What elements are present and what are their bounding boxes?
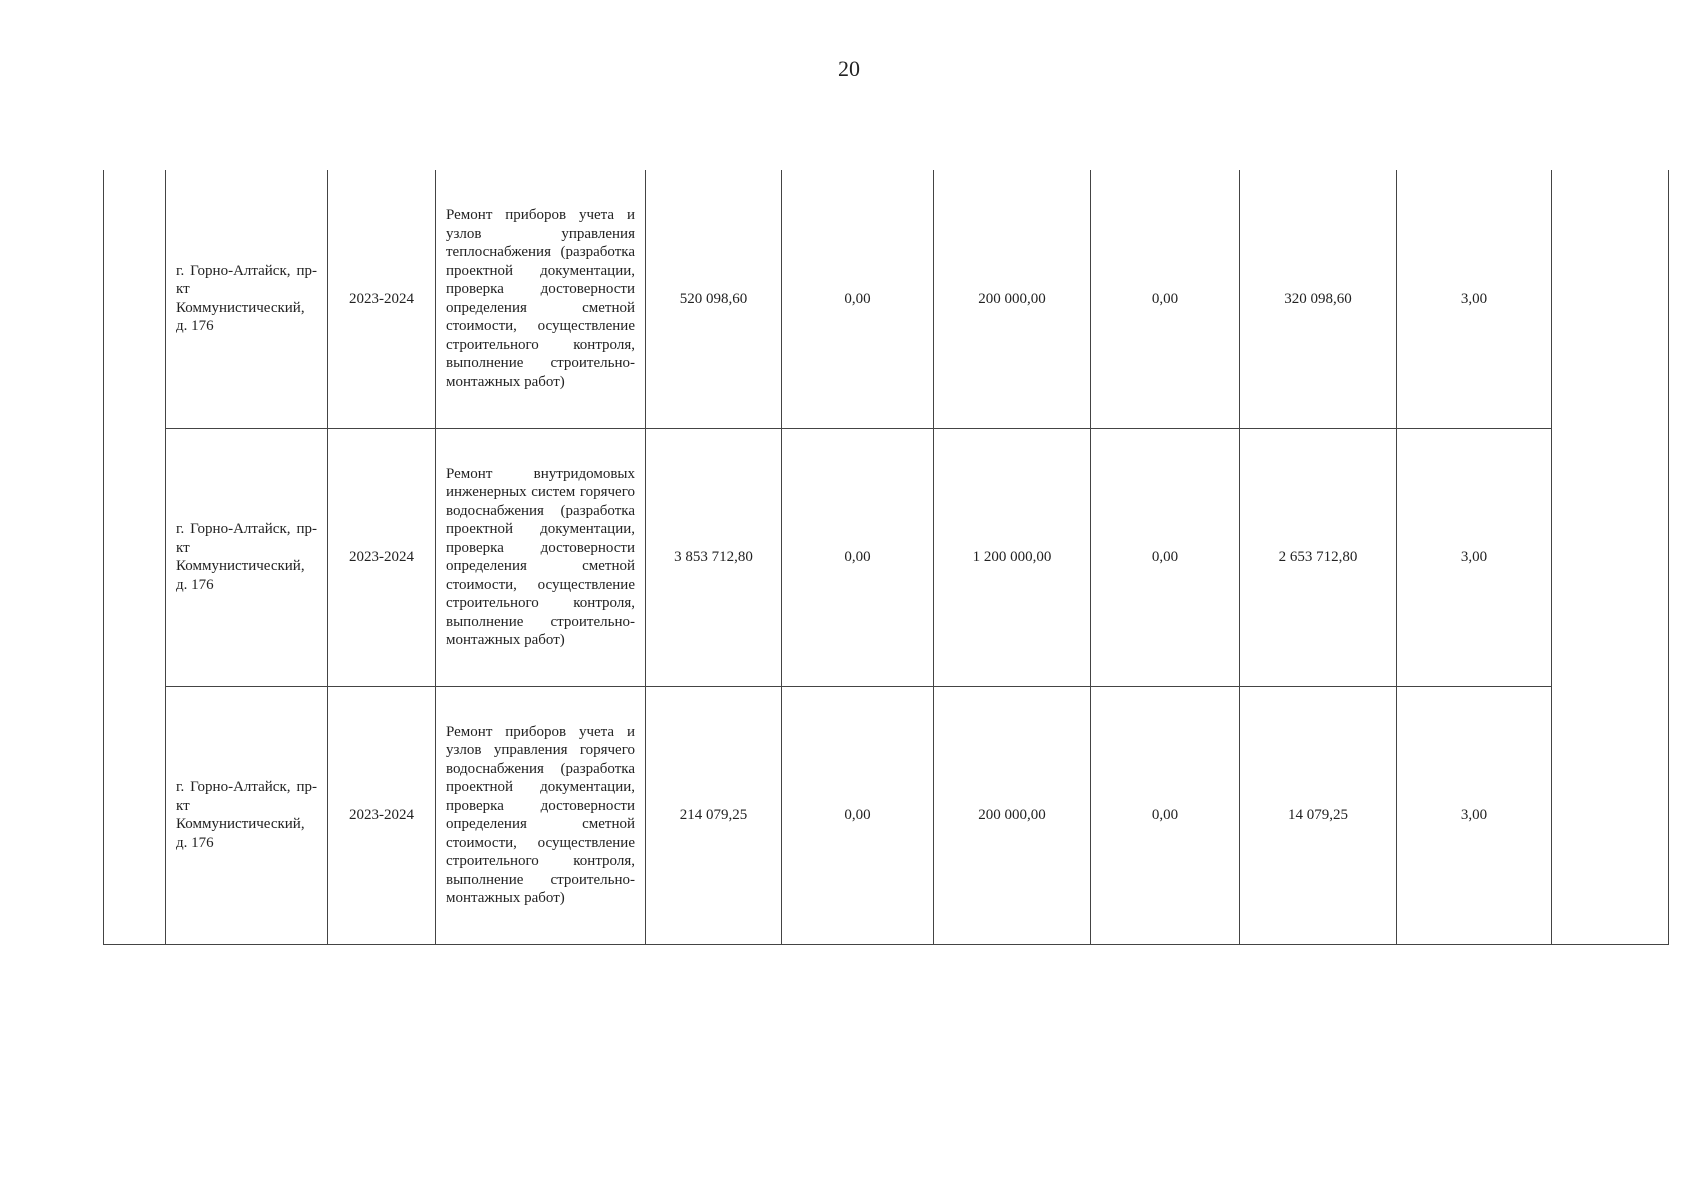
value-cell-5: 3,00: [1397, 428, 1552, 686]
empty-cell: [1552, 428, 1669, 686]
address-cell: г. Горно-Алтайск, пр-кт Коммунистический, д. 176: [166, 170, 328, 428]
work-description-cell: Ремонт приборов учета и узлов управления теплоснабжения (разработка проектной документации, проверка достоверности определения сметной стоимости, осуществление строительного контроля, выполнение строительно-монтажных работ): [436, 170, 646, 428]
table-row: [104, 170, 1669, 428]
total-cost-cell: 520 098,60: [646, 170, 782, 428]
value-cell-2: 200 000,00: [934, 686, 1091, 944]
row-number-cell: [104, 170, 166, 428]
value-cell-3: 0,00: [1091, 428, 1240, 686]
value-cell-1: 0,00: [782, 170, 934, 428]
table-row: [104, 428, 1669, 686]
work-description-cell: Ремонт приборов учета и узлов управления горячего водоснабжения (разработка проектной документации, проверка достоверности определения сметной стоимости, осуществление строительного контроля, выполнение строительно-монтажных работ): [436, 686, 646, 944]
value-cell-4: 2 653 712,80: [1240, 428, 1397, 686]
value-cell-3: 0,00: [1091, 686, 1240, 944]
value-cell-5: 3,00: [1397, 686, 1552, 944]
period-cell: 2023-2024: [328, 686, 436, 944]
value-cell-5: 3,00: [1397, 170, 1552, 428]
period-cell: 2023-2024: [328, 170, 436, 428]
page-number: 20: [838, 56, 860, 81]
value-cell-4: 14 079,25: [1240, 686, 1397, 944]
value-cell-3: 0,00: [1091, 170, 1240, 428]
works-table: [103, 170, 1669, 945]
total-cost-cell: 214 079,25: [646, 686, 782, 944]
value-cell-2: 200 000,00: [934, 170, 1091, 428]
address-cell: г. Горно-Алтайск, пр-кт Коммунистический, д. 176: [166, 686, 328, 944]
period-cell: 2023-2024: [328, 428, 436, 686]
empty-cell: [1552, 170, 1669, 428]
value-cell-1: 0,00: [782, 686, 934, 944]
row-number-cell: [104, 686, 166, 944]
work-description-cell: Ремонт внутридомовых инженерных систем горячего водоснабжения (разработка проектной документации, проверка достоверности определения сметной стоимости, осуществление строительного контроля, выполнение строительно-монтажных работ): [436, 428, 646, 686]
value-cell-1: 0,00: [782, 428, 934, 686]
value-cell-4: 320 098,60: [1240, 170, 1397, 428]
address-cell: г. Горно-Алтайск, пр-кт Коммунистический, д. 176: [166, 428, 328, 686]
total-cost-cell: 3 853 712,80: [646, 428, 782, 686]
row-number-cell: [104, 428, 166, 686]
table-row: [104, 686, 1669, 944]
value-cell-2: 1 200 000,00: [934, 428, 1091, 686]
empty-cell: [1552, 686, 1669, 944]
